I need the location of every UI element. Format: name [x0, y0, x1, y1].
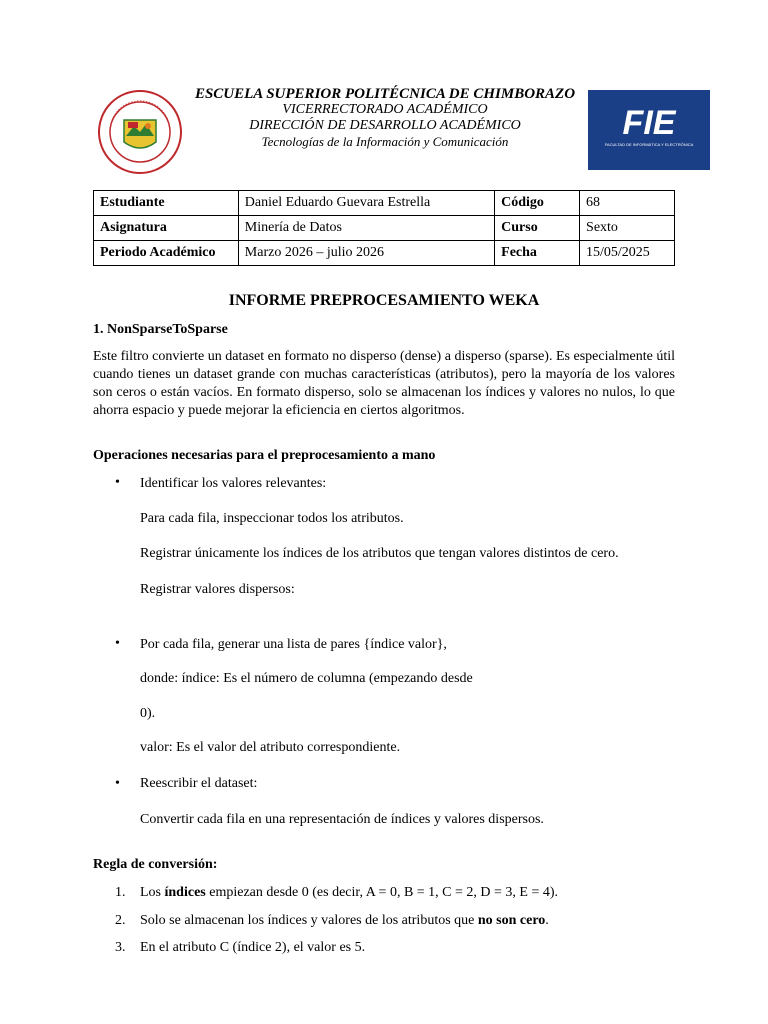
- section-paragraph: Este filtro convierte un dataset en formato no disperso (dense) a disperso (sparse). Es especialmente útil cuando tienes un dataset grande con muchas características (atributos), pero la mayoría de los valores son ceros o están vacíos. En formato disperso, solo se almacenan los índices y valores no nulos, lo que ahorra espacio y puede mejorar la eficiencia en ciertos algoritmos.: [93, 349, 675, 418]
- label-period: Periodo Académico: [94, 241, 239, 266]
- institution-name: ESCUELA SUPERIOR POLITÉCNICA DE CHIMBORAZO: [194, 86, 576, 102]
- list-item: [140, 885, 558, 901]
- label-date: Fecha: [495, 241, 580, 266]
- table-row: [94, 191, 675, 216]
- operations-heading: Operaciones necesarias para el preprocesamiento a mano: [93, 448, 436, 463]
- rule-heading: Regla de conversión:: [93, 857, 218, 872]
- label-subject: Asignatura: [94, 216, 239, 241]
- report-title: INFORME PREPROCESAMIENTO WEKA: [228, 292, 540, 309]
- bullet-subline: Convertir cada fila en una representación de índices y valores dispersos.: [140, 812, 544, 827]
- fie-logo-text: FIE: [622, 104, 676, 142]
- list-item-text: Solo se almacenan los índices y valores de los atributos que: [140, 913, 478, 928]
- bullet-subline: donde: índice: Es el número de columna (empezando desde: [140, 671, 473, 686]
- list-item-text: Los: [140, 885, 165, 900]
- bullet-icon: •: [115, 776, 120, 791]
- vice-rectorate: VICERRECTORADO ACADÉMICO: [282, 102, 488, 117]
- bullet-subline: Para cada fila, inspeccionar todos los atributos.: [140, 511, 404, 526]
- list-item-emphasis: no son cero: [477, 913, 546, 928]
- label-course: Curso: [495, 216, 580, 241]
- student-info-table: [93, 190, 675, 266]
- fie-logo-subtitle: FACULTAD DE INFORMÁTICA Y ELECTRÓNICA: [604, 142, 694, 147]
- bullet-subline: 0).: [140, 706, 156, 721]
- bullet-item: Reescribir el dataset:: [140, 776, 258, 791]
- value-subject: Minería de Datos: [238, 216, 494, 241]
- list-number: 3.: [115, 940, 126, 955]
- bullet-item: Identificar los valores relevantes:: [140, 476, 327, 491]
- fie-logo: [588, 90, 710, 170]
- fie-logo-graphic: [588, 90, 710, 170]
- list-number: 1.: [115, 885, 126, 900]
- table-row: [94, 241, 675, 266]
- value-student: Daniel Eduardo Guevara Estrella: [238, 191, 494, 216]
- bullet-icon: •: [115, 636, 120, 651]
- list-item-emphasis: índices: [164, 885, 206, 900]
- bullet-icon: •: [115, 475, 120, 490]
- list-item: [140, 913, 549, 929]
- value-course: Sexto: [580, 216, 675, 241]
- espoch-seal-logo: [98, 90, 182, 174]
- list-number: 2.: [115, 913, 126, 928]
- academic-direction: DIRECCIÓN DE DESARROLLO ACADÉMICO: [249, 118, 521, 133]
- program-name: Tecnologías de la Información y Comunicación: [261, 134, 509, 149]
- list-item: En el atributo C (índice 2), el valor es 5.: [140, 940, 366, 955]
- value-date: 15/05/2025: [580, 241, 675, 266]
- bullet-subline: Registrar únicamente los índices de los atributos que tengan valores distintos de cero.: [140, 546, 619, 561]
- section-heading: 1. NonSparseToSparse: [93, 322, 228, 337]
- table-row: [94, 216, 675, 241]
- value-period: Marzo 2026 – julio 2026: [238, 241, 494, 266]
- list-item-text: empiezan desde 0 (es decir, A = 0, B = 1, C = 2, D = 3, E = 4).: [205, 885, 559, 900]
- list-item-text: .: [545, 913, 549, 928]
- bullet-subline: valor: Es el valor del atributo correspondiente.: [140, 740, 401, 755]
- label-code: Código: [495, 191, 580, 216]
- bullet-item: Por cada fila, generar una lista de pares {índice valor},: [140, 637, 447, 652]
- value-code: 68: [580, 191, 675, 216]
- bullet-subline: Registrar valores dispersos:: [140, 582, 295, 597]
- label-student: Estudiante: [94, 191, 239, 216]
